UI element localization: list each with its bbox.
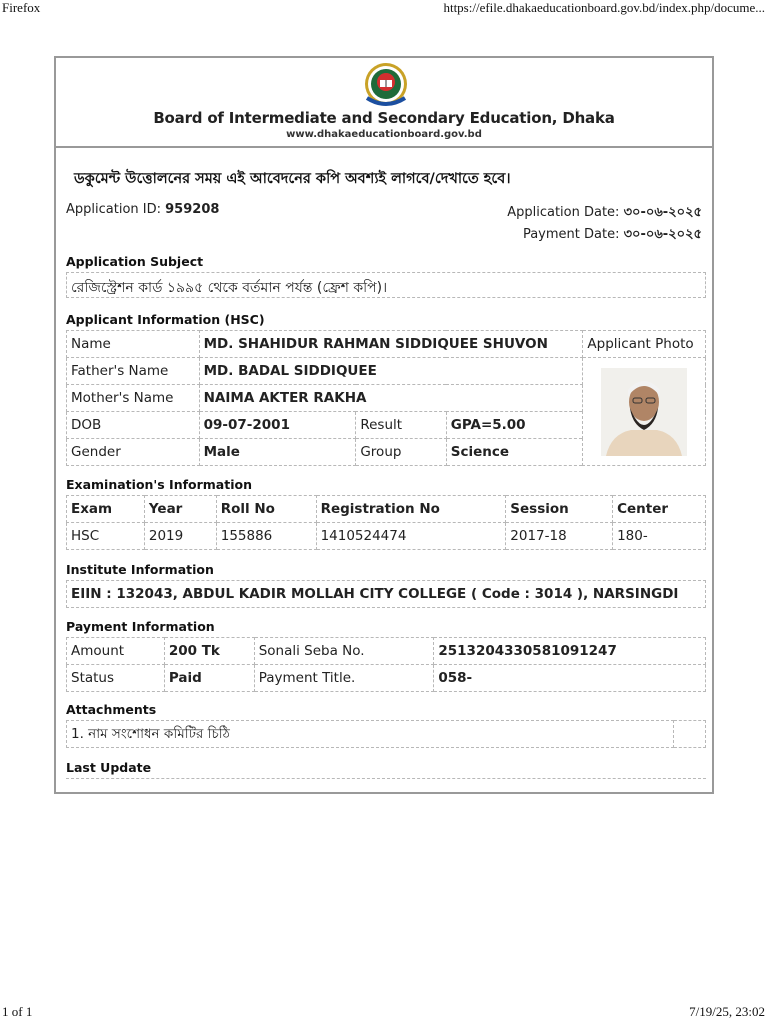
name-label: Name	[67, 331, 200, 358]
institute-value: EIIN : 132043, ABDUL KADIR MOLLAH CITY COLLEGE ( Code : 3014 ), NARSINGDI	[67, 581, 706, 608]
exam-header: Exam	[67, 496, 145, 523]
browser-name: Firefox	[2, 0, 41, 15]
attachment-link-cell[interactable]	[674, 721, 706, 748]
applicant-photo	[601, 368, 687, 456]
section-title-applicant: Applicant Information (HSC)	[66, 312, 265, 327]
application-id-value: 959208	[165, 202, 220, 217]
dob-label: DOB	[67, 412, 200, 439]
result-label: Result	[356, 412, 446, 439]
gender-label: Gender	[67, 439, 200, 466]
list-item	[67, 721, 706, 748]
name-value: MD. SHAHIDUR RAHMAN SIDDIQUEE SHUVON	[199, 331, 583, 358]
payment-date-value: ৩০-০৬-২০২৫	[623, 227, 702, 242]
exam-header: Year	[144, 496, 216, 523]
exam-header: Roll No	[216, 496, 316, 523]
subject-value: রেজিস্ট্রেশন কার্ড ১৯৯৫ থেকে বর্তমান পর্যন্ত (ফ্রেশ কপি)।	[66, 272, 706, 298]
payment-date	[507, 224, 702, 246]
status-label: Status	[67, 665, 165, 692]
result-value: GPA=5.00	[446, 412, 583, 439]
application-date-value: ৩০-০৬-২০২৫	[623, 205, 702, 220]
page-url: https://efile.dhakaeducationboard.gov.bd/index.php/docume...	[443, 0, 765, 15]
payment-date-label: Payment Date:	[522, 227, 620, 242]
mother-value: NAIMA AKTER RAKHA	[199, 385, 583, 412]
application-date-label: Application Date:	[507, 205, 620, 220]
status-value: Paid	[164, 665, 254, 692]
section-title-attachments: Attachments	[66, 702, 157, 717]
attachments-table	[66, 720, 706, 748]
exam-cell: 155886	[216, 523, 316, 550]
exam-cell: 1410524474	[316, 523, 506, 550]
exam-header: Center	[613, 496, 706, 523]
father-label: Father's Name	[67, 358, 200, 385]
exam-cell: HSC	[67, 523, 145, 550]
gender-value: Male	[199, 439, 356, 466]
application-id	[66, 202, 219, 217]
print-datetime: 7/19/25, 23:02	[689, 1004, 765, 1019]
table-row	[67, 523, 706, 550]
notice-text: ডকুমেন্ট উত্তোলনের সময় এই আবেদনের কপি অবশ্যই লাগবে/দেখাতে হবে।	[74, 171, 511, 187]
dob-value: 09-07-2001	[199, 412, 356, 439]
payment-title-value: 058-	[434, 665, 706, 692]
mother-label: Mother's Name	[67, 385, 200, 412]
exam-header: Session	[506, 496, 613, 523]
group-value: Science	[446, 439, 583, 466]
section-title-institute: Institute Information	[66, 562, 214, 577]
person-photo-icon	[601, 368, 687, 456]
application-dates	[507, 202, 702, 246]
print-header	[0, 0, 768, 18]
exam-cell: 2017-18	[506, 523, 613, 550]
section-title-exam: Examination's Information	[66, 477, 252, 492]
page-count: 1 of 1	[2, 1004, 33, 1019]
exam-table	[66, 495, 706, 550]
institute-table	[66, 580, 706, 608]
amount-value: 200 Tk	[164, 638, 254, 665]
board-name: Board of Intermediate and Secondary Education, Dhaka	[153, 109, 615, 127]
applicant-table	[66, 330, 706, 466]
seba-value: 2513204330581091247	[434, 638, 706, 665]
attachment-name: 1. নাম সংশোধন কমিটির চিঠি	[67, 721, 674, 748]
application-date	[507, 202, 702, 224]
exam-header-row	[67, 496, 706, 523]
application-document	[54, 56, 714, 794]
document-header	[56, 58, 712, 148]
exam-cell: 180-	[613, 523, 706, 550]
exam-cell: 2019	[144, 523, 216, 550]
board-seal-icon	[361, 60, 411, 110]
last-update-divider	[66, 778, 706, 779]
photo-cell	[583, 358, 706, 466]
section-title-payment: Payment Information	[66, 619, 215, 634]
seba-label: Sonali Seba No.	[254, 638, 434, 665]
application-id-label: Application ID:	[66, 202, 161, 217]
payment-title-label: Payment Title.	[254, 665, 434, 692]
father-value: MD. BADAL SIDDIQUEE	[199, 358, 583, 385]
print-footer	[0, 1004, 768, 1024]
board-website: www.dhakaeducationboard.gov.bd	[286, 129, 482, 140]
group-label: Group	[356, 439, 446, 466]
payment-table	[66, 637, 706, 692]
section-title-subject: Application Subject	[66, 254, 204, 269]
photo-label: Applicant Photo	[583, 331, 706, 358]
amount-label: Amount	[67, 638, 165, 665]
section-title-last-update: Last Update	[66, 760, 152, 775]
exam-header: Registration No	[316, 496, 506, 523]
